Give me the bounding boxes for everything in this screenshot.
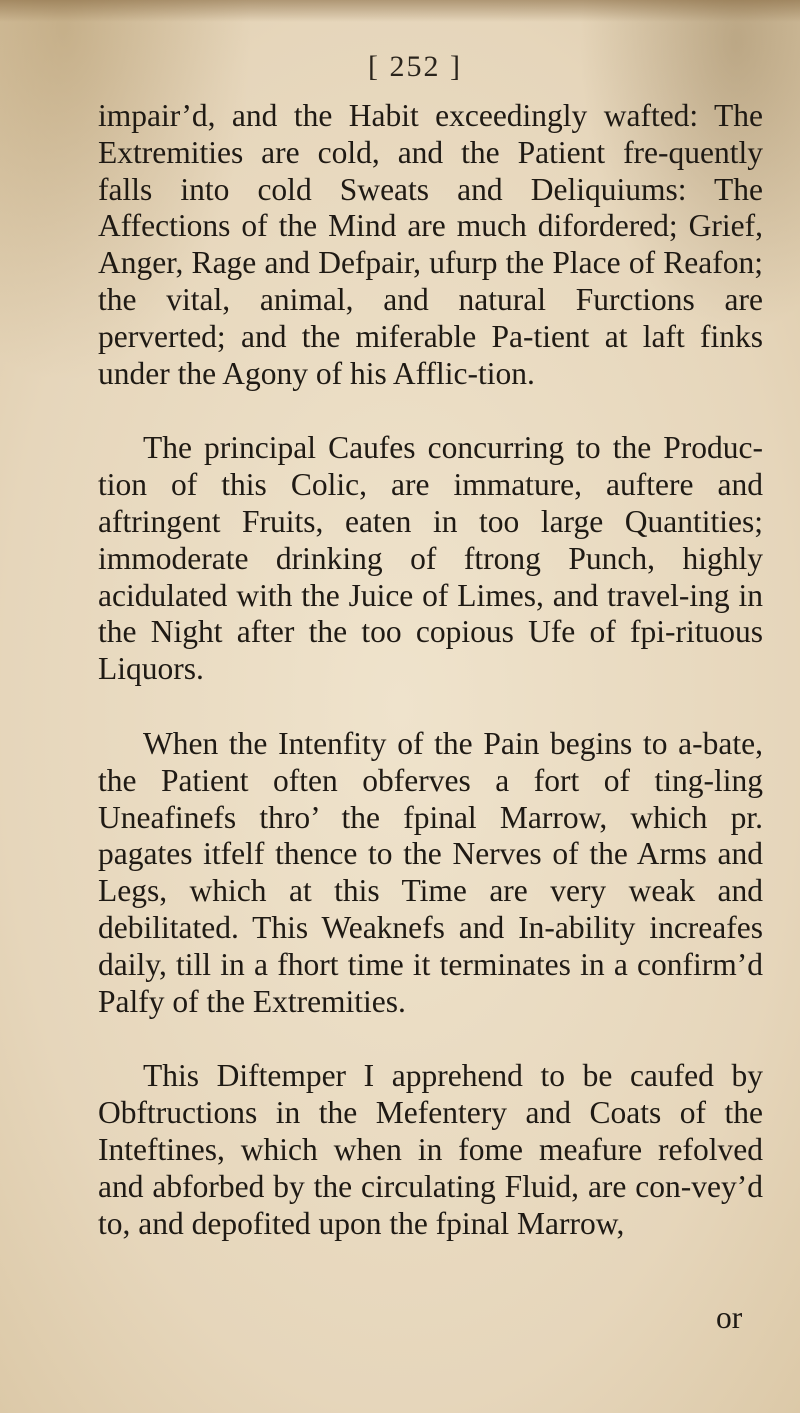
paragraph-3: When the Intenfity of the Pain begins to a-bate, the Patient often obferves a fort of ting-ling Uneafinefs thro’ the fpinal Marrow, which pr. pagates itfelf thence to the Nerves of the Arms and Legs, which at this Time are very weak and debilitated. This Weaknefs and In-ability increafes daily, till in a fhort time it terminates in a confirm’d Palfy of the Extremities. xyxy=(98,725,763,1019)
page-edge-wear xyxy=(0,0,800,22)
page-number: [ 252 ] xyxy=(368,50,462,83)
catchword: or xyxy=(716,1300,743,1335)
paragraph-2: The principal Caufes concurring to the Produc-tion of this Colic, are immature, auftere and aftringent Fruits, eaten in too large Quantities; immoderate drinking of ftrong Punch, highly acidulated with the Juice of Limes, and travel-ing in the Night after the too copious Ufe of fpi-rituous Liquors. xyxy=(98,430,763,687)
body-text xyxy=(98,98,763,1242)
paragraph-4: This Diftemper I apprehend to be caufed by Obftructions in the Mefentery and Coats of the Inteftines, which when in fome meafure refolved and abforbed by the circulating Fluid, are con-vey’d to, and depofited upon the fpinal Marrow, xyxy=(98,1058,763,1241)
paragraph-1: impair’d, and the Habit exceedingly wafted: The Extremities are cold, and the Patient fre-quently falls into cold Sweats and Deliquiums: The Affections of the Mind are much difordered; Grief, Anger, Rage and Defpair, ufurp the Place of Reafon; the vital, animal, and natural Furctions are perverted; and the miferable Pa-tient at laft finks under the Agony of his Afflic-tion. xyxy=(98,98,763,391)
